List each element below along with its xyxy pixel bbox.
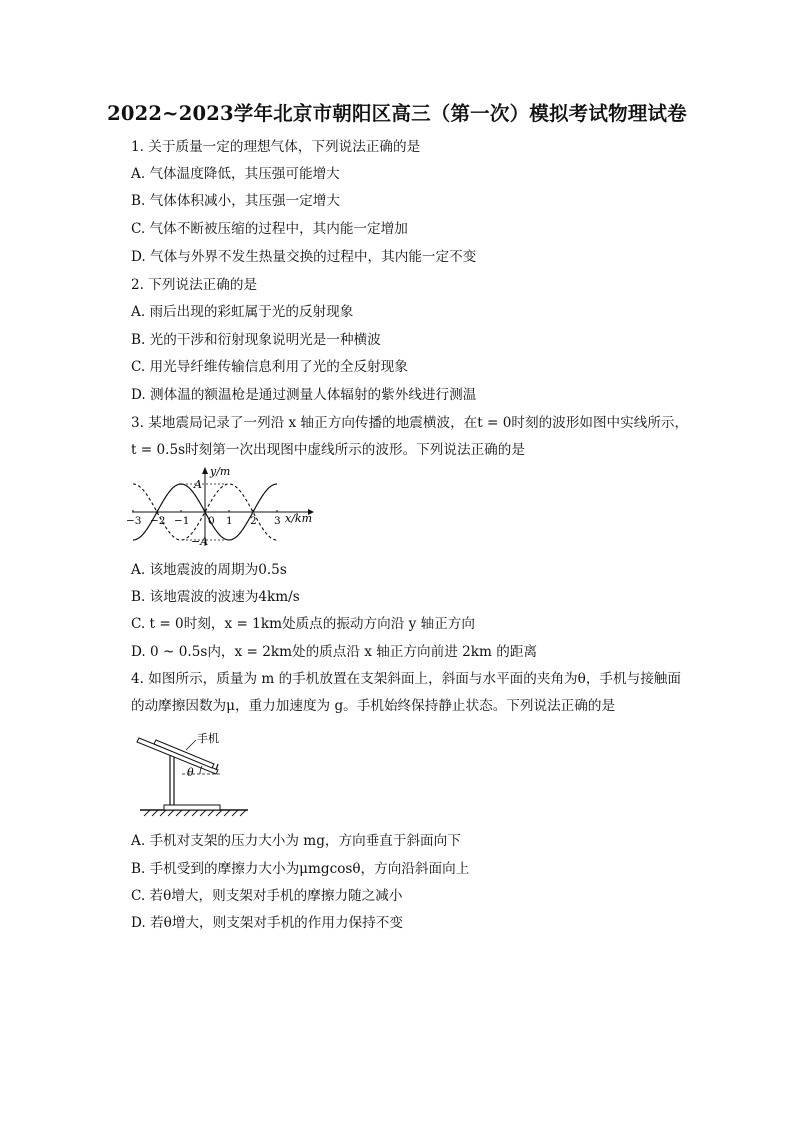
q4-stem-line1: 4. 如图所示，质量为 m 的手机放置在支架斜面上，斜面与水平面的夹角为θ，手机与接触面 [131, 671, 681, 687]
q3-option-d: D. 0 ~ 0.5s内，x = 2km处的质点沿 x 轴正方向前进 2km 的距离 [131, 644, 538, 660]
q4-option-c: C. 若θ增大，则支架对手机的摩擦力随之减小 [131, 888, 403, 904]
angle-label: θ [187, 766, 194, 779]
amplitude-label-positive: A [194, 478, 202, 491]
x-tick-label: 1 [226, 515, 233, 527]
q1-option-d: D. 气体与外界不发生热量交换的过程中，其内能一定不变 [131, 249, 477, 265]
x-axis-label: x/km [285, 512, 313, 525]
q1-option-a: A. 气体温度降低，其压强可能增大 [131, 166, 340, 182]
x-tick-label: −1 [174, 515, 190, 527]
label-leader [186, 740, 196, 750]
q3-option-c: C. t = 0时刻，x = 1km处质点的振动方向沿 y 轴正方向 [131, 616, 475, 632]
q2-stem: 2. 下列说法正确的是 [131, 277, 258, 293]
phone-label: 手机 [197, 732, 219, 745]
x-tick-label: −3 [126, 515, 142, 527]
ground-hatching [144, 810, 246, 816]
q4-option-d: D. 若θ增大，则支架对手机的作用力保持不变 [131, 915, 403, 931]
stand-base [164, 805, 220, 810]
q3-option-b: B. 该地震波的波速为4km/s [131, 589, 300, 605]
x-tick-label: 2 [250, 515, 257, 527]
amplitude-label-negative: −A [191, 535, 209, 548]
q4-option-b: B. 手机受到的摩擦力大小为μmgcosθ，方向沿斜面向上 [131, 861, 470, 877]
q3-stem-line1: 3. 某地震局记录了一列沿 x 轴正方向传播的地震横波，在t = 0时刻的波形如图中实线所示， [131, 415, 689, 431]
phone-stand-figure [136, 728, 256, 820]
q2-option-a: A. 雨后出现的彩虹属于光的反射现象 [131, 304, 354, 320]
x-tick-label: 0 [208, 515, 215, 527]
q4-option-a: A. 手机对支架的压力大小为 mg，方向垂直于斜面向下 [131, 833, 461, 849]
page-title: 2022~2023学年北京市朝阳区高三（第一次）模拟考试物理试卷 [107, 102, 687, 125]
q2-option-b: B. 光的干涉和衍射现象说明光是一种横波 [131, 332, 381, 348]
q3-stem-line2: t = 0.5s时刻第一次出现图中虚线所示的波形。下列说法正确的是 [131, 442, 525, 458]
y-axis-arrow-icon [202, 467, 208, 474]
q1-option-b: B. 气体体积减小，其压强一定增大 [131, 193, 340, 209]
q3-option-a: A. 该地震波的周期为0.5s [131, 562, 287, 578]
x-tick-label: 3 [274, 515, 281, 527]
x-tick-label: −2 [150, 515, 166, 527]
y-axis-label: y/m [210, 465, 231, 478]
wave-graph [128, 462, 318, 552]
q1-option-c: C. 气体不断被压缩的过程中，其内能一定增加 [131, 221, 408, 237]
q4-stem-line2: 的动摩擦因数为μ，重力加速度为 g。手机始终保持静止状态。下列说法正确的是 [131, 698, 616, 714]
q1-stem: 1. 关于质量一定的理想气体，下列说法正确的是 [131, 139, 421, 155]
q2-option-d: D. 测体温的额温枪是通过测量人体辐射的紫外线进行测温 [131, 387, 477, 403]
q2-option-c: C. 用光导纤维传输信息利用了光的全反射现象 [131, 359, 408, 375]
